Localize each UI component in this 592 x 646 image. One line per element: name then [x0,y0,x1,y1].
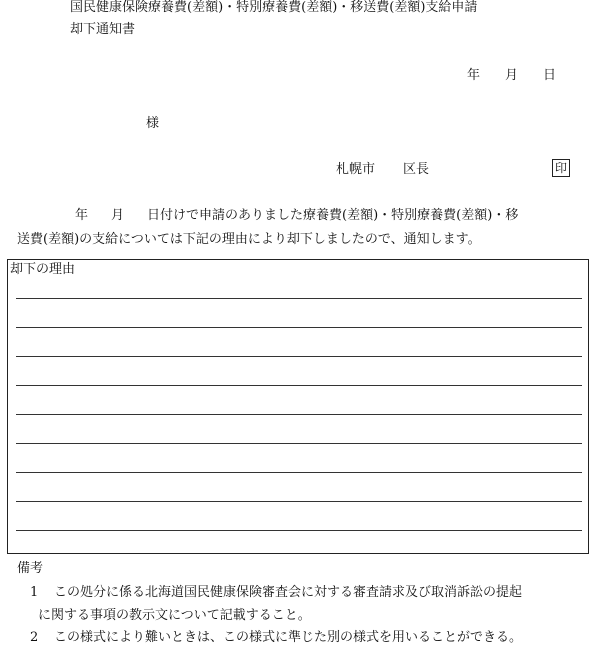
reason-box [7,259,589,554]
remarks-heading: 備考 [17,561,44,576]
date-day: 日 [543,68,557,83]
seal-stamp: 印 [552,159,570,177]
body-year: 年 [75,208,89,223]
issuer-city: 札幌市 [336,162,376,177]
body-month: 月 [111,208,125,223]
reason-writing-line [16,530,582,531]
date-line [467,68,556,84]
remark-item-1-continued: に関する事項の教示文について記載すること。 [38,608,311,623]
issuer-ward-head: 区長 [403,162,430,177]
reason-writing-line [16,472,582,473]
date-month: 月 [505,68,519,83]
body-text-line2: 送費(差額)の支給については下記の理由により却下しましたので、通知します。 [17,232,481,247]
reason-writing-line [16,501,582,502]
remark-number-2: 2 [30,630,39,645]
remark-item-2 [30,630,522,646]
remark-text-2: この様式により難いときは、この様式に準じた別の様式を用いることができる。 [54,630,523,645]
reason-writing-line [16,356,582,357]
remark-text-1: この処分に係る北海道国民健康保険審査会に対する審査請求及び取消訴訟の提起 [54,585,523,600]
remark-item-1 [30,585,522,601]
body-line1-rest: 日付けで申請のありました療養費(差額)・特別療養費(差額)・移 [147,208,519,223]
reason-writing-line [16,385,582,386]
remark-number-1: 1 [30,585,39,600]
reason-writing-line [16,443,582,444]
reason-writing-line [16,327,582,328]
form-title-line1: 国民健康保険療養費(差額)・特別療養費(差額)・移送費(差額)支給申請 [70,0,478,15]
issuer-line [336,162,429,178]
reason-writing-line [16,298,582,299]
form-title-line2: 却下通知書 [70,22,136,37]
reason-label: 却下の理由 [10,262,76,277]
addressee-suffix: 様 [146,116,160,131]
date-year: 年 [467,68,481,83]
body-text-line1 [75,208,518,224]
reason-writing-line [16,414,582,415]
